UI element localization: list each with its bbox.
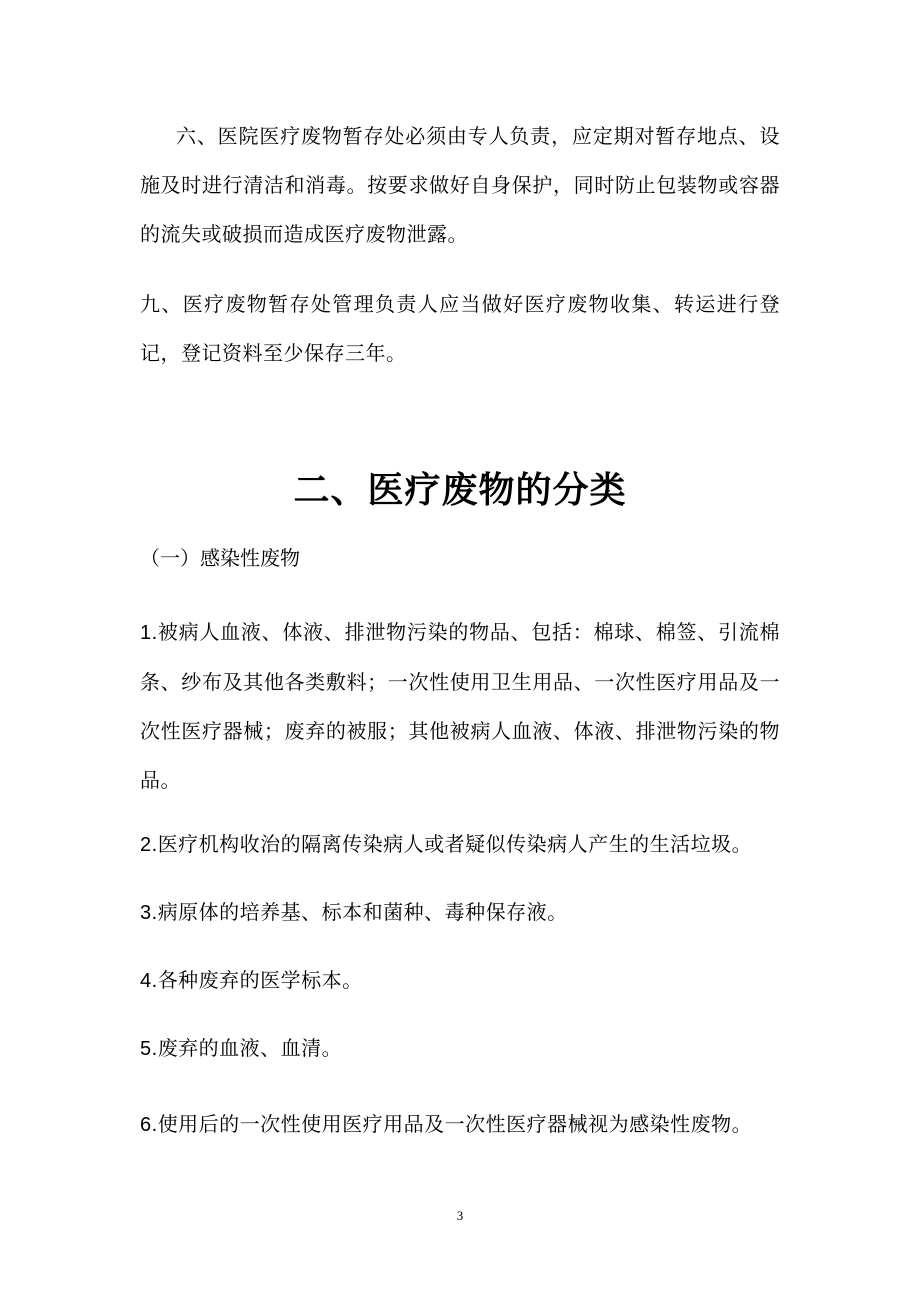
list-item-number: 3.	[140, 902, 158, 924]
list-item-text: 废弃的血液、血清。	[157, 1036, 343, 1060]
list-item	[140, 1024, 780, 1074]
page-number: 3	[456, 1208, 464, 1223]
list-item-text: 病原体的培养基、标本和菌种、毒种保存液。	[157, 900, 568, 924]
list-item-number: 2.	[140, 834, 158, 856]
list-item-number: 4.	[140, 970, 158, 992]
paragraph-nine: 九、医疗废物暂存处管理负责人应当做好医疗废物收集、转运进行登记，登记资料至少保存三年。	[140, 292, 780, 365]
list-item-text: 使用后的一次性使用医疗用品及一次性医疗器械视为感染性废物。	[157, 1112, 753, 1136]
list-item-number: 1.	[140, 622, 158, 644]
list-item	[140, 888, 780, 938]
list-item	[140, 608, 780, 805]
list-item-text: 医疗机构收治的隔离传染病人或者疑似传染病人产生的生活垃圾。	[157, 832, 753, 856]
list-item	[140, 820, 780, 870]
paragraph-six: 六、医院医疗废物暂存处必须由专人负责，应定期对暂存地点、设施及时进行清洁和消毒。按要求做好自身保护，同时防止包装物或容器的流失或破损而造成医疗废物泄露。	[140, 124, 780, 246]
list-item-number: 5.	[140, 1038, 158, 1060]
list-item-number: 6.	[140, 1114, 158, 1136]
list-item-text: 各种废弃的医学标本。	[157, 968, 363, 992]
list-item-text: 被病人血液、体液、排泄物污染的物品、包括：棉球、棉签、引流棉条、纱布及其他各类敷料；一次性使用卫生用品、一次性医疗用品及一次性医疗器械；废弃的被服；其他被病人血液、体液、排泄物污染的物品。	[140, 620, 780, 792]
list-item	[140, 1100, 780, 1150]
section-subtitle: （一）感染性废物	[140, 546, 300, 570]
list-item	[140, 956, 780, 1006]
section-title: 二、医疗废物的分类	[293, 470, 627, 511]
